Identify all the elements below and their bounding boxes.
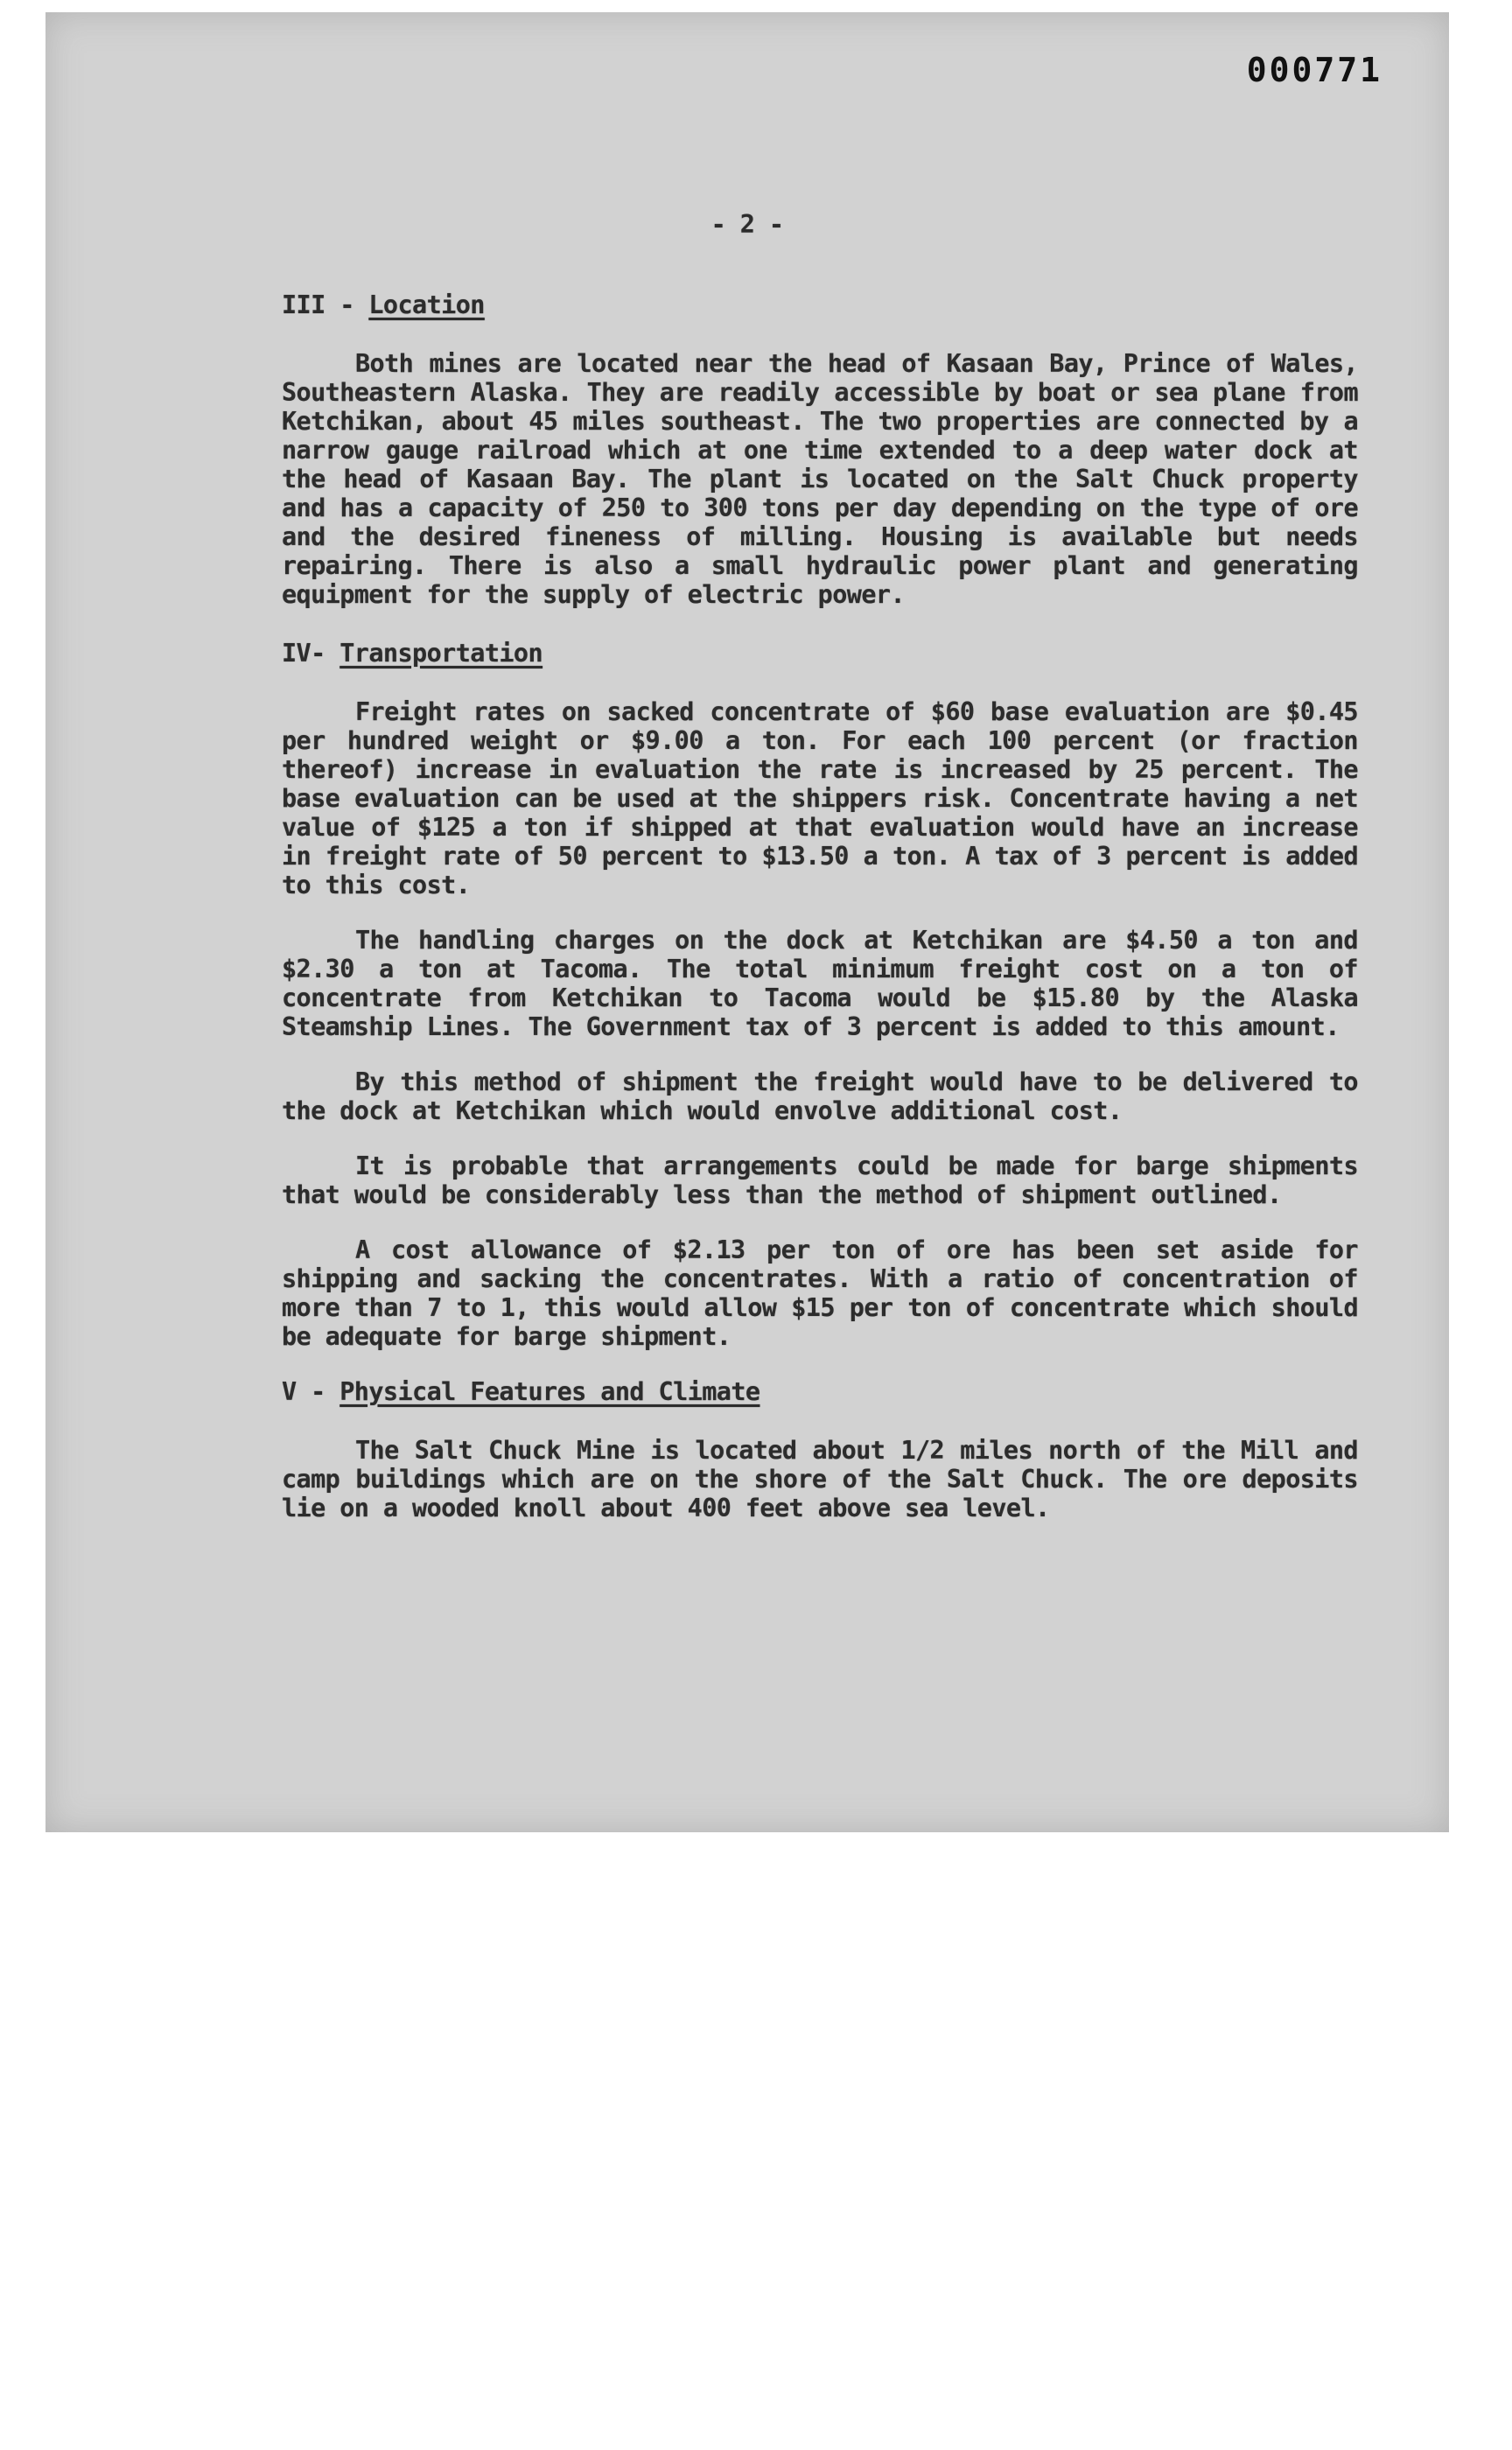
section-number: IV- [282, 639, 340, 668]
paragraph: Freight rates on sacked concentrate of $60 base evaluation are $0.45 per hundred weight or $9.00 a ton. For each 100 percent (or fraction thereof) increase in evaluation the rate is increased by 25 percent. The base evaluation can be used at the shippers risk. Concentrate having a net value of $125 a ton if shipped at that evaluation would have an increase in freight rate of 50 percent to $13.50 a ton. A tax of 3 percent is added to this cost. [282, 697, 1358, 900]
paragraph: By this method of shipment the freight would have to be delivered to the dock at Ketchikan which would envolve additional cost. [282, 1068, 1358, 1125]
paragraph: The handling charges on the dock at Ketchikan are $4.50 a ton and $2.30 a ton at Tacoma. The total minimum freight cost on a ton of concentrate from Ketchikan to Tacoma would be $15.80 by the Alaska Steamship Lines. The Government tax of 3 percent is added to this amount. [282, 926, 1358, 1041]
paragraph: It is probable that arrangements could be made for barge shipments that would be considerably less than the method of shipment outlined. [282, 1152, 1358, 1209]
section-number: III - [282, 290, 369, 319]
section-number: V - [282, 1377, 340, 1406]
document-number: 000771 [1246, 51, 1382, 89]
scanned-page [46, 12, 1449, 1832]
section-title: Physical Features and Climate [340, 1377, 760, 1406]
section-heading-physical-features [282, 1377, 1358, 1406]
paragraph: The Salt Chuck Mine is located about 1/2 miles north of the Mill and camp buildings which are on the shore of the Salt Chuck. The ore deposits lie on a wooded knoll about 400 feet above sea level. [282, 1436, 1358, 1522]
document-body [282, 290, 1358, 1549]
page-number: - 2 - [710, 210, 784, 239]
section-title: Location [368, 290, 485, 319]
section-heading-location [282, 290, 1358, 319]
section-title: Transportation [340, 639, 543, 668]
paragraph: Both mines are located near the head of Kasaan Bay, Prince of Wales, Southeastern Alaska. They are readily accessible by boat or sea plane from Ketchikan, about 45 miles southeast. The two properties are connected by a narrow gauge railroad which at one time extended to a deep water dock at the head of Kasaan Bay. The plant is located on the Salt Chuck property and has a capacity of 250 to 300 tons per day depending on the type of ore and the desired fineness of milling. Housing is available but needs repairing. There is also a small hydraulic power plant and generating equipment for the supply of electric power. [282, 349, 1358, 609]
paragraph: A cost allowance of $2.13 per ton of ore has been set aside for shipping and sacking the concentrates. With a ratio of concentration of more than 7 to 1, this would allow $15 per ton of concentrate which should be adequate for barge shipment. [282, 1236, 1358, 1351]
section-heading-transportation [282, 639, 1358, 668]
